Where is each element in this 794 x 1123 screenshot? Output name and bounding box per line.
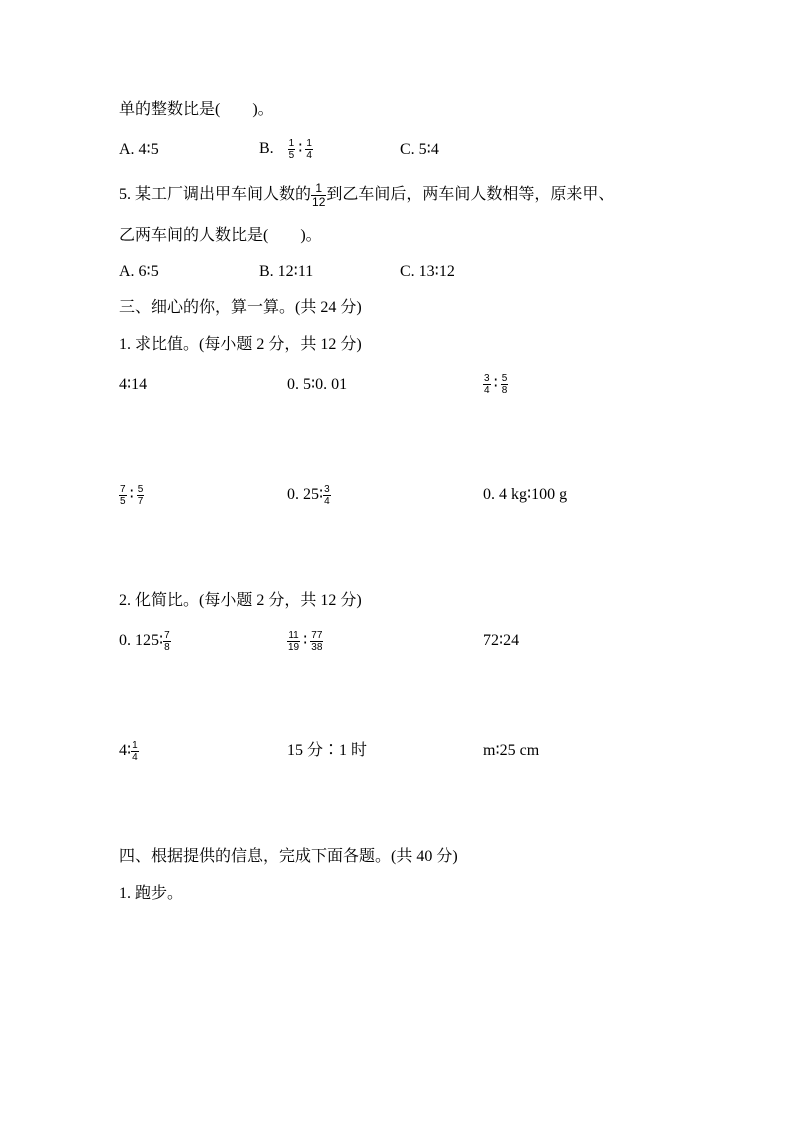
ratio-problem: 0. 25∶ $\frac{3}{4}$ <box>287 483 330 507</box>
q5-option-b: B. 12∶11 <box>259 263 314 280</box>
fraction: $\frac{3}{4}$ <box>484 372 490 396</box>
fraction: $\frac{5}{8}$ <box>501 372 508 396</box>
ratio-problem: m∶25 cm <box>483 742 540 759</box>
fraction: $\frac{1}{12}$ <box>312 180 326 209</box>
fraction: $\frac{5}{7}$ <box>137 483 144 507</box>
ratio-problem: $\frac{11}{19}$ ∶ $\frac{77}{38}$ <box>288 629 323 653</box>
ratio-problem: 0. 4 kg∶100 g <box>483 486 568 503</box>
section-4-heading: 四、根据提供的信息，完成下面各题。(共 40 分) <box>119 848 458 865</box>
ratio-problem: $\frac{7}{5}$ ∶ $\frac{5}{7}$ <box>120 483 144 507</box>
q5-option-c: C. 13∶12 <box>400 263 455 280</box>
ratio-problem: 4∶ $\frac{1}{4}$ <box>119 739 138 763</box>
section-3-part-2-heading: 2. 化简比。(每小题 2 分，共 12 分) <box>119 592 362 609</box>
fraction: $\frac{3}{4}$ <box>324 483 330 507</box>
q4-option-c: C. 5∶4 <box>400 141 439 158</box>
ratio-problem: $\frac{3}{4}$ ∶ $\frac{5}{8}$ <box>484 372 508 396</box>
q4-option-b-label: B. <box>259 140 274 157</box>
fraction: $\frac{1}{4}$ <box>306 137 312 161</box>
section-3-part-1-heading: 1. 求比值。(每小题 2 分，共 12 分) <box>119 336 362 353</box>
fraction: $\frac{7}{5}$ <box>120 483 126 507</box>
ratio-problem: 0. 125∶ $\frac{7}{8}$ <box>119 629 170 653</box>
section-4-question-1: 1. 跑步。 <box>119 885 184 902</box>
q5-stem: 5. 某工厂调出甲车间人数的 $\frac{1}{12}$ 到乙车间后，两车间人数相等，原来甲、 <box>119 180 615 209</box>
fraction: $\frac{11}{19}$ <box>288 629 300 653</box>
fraction: $\frac{77}{38}$ <box>311 629 323 653</box>
ratio-problem: 0. 5∶0. 01 <box>287 376 348 393</box>
ratio-problem: 15 分∶1 时 <box>287 742 368 759</box>
ratio-problem: 72∶24 <box>483 632 520 649</box>
q4-option-b: B. $\frac{1}{5}$ ∶ $\frac{1}{4}$ <box>259 137 312 161</box>
q5-stem-line2: 乙两车间的人数比是( )。 <box>119 227 322 244</box>
fraction: $\frac{7}{8}$ <box>164 629 170 653</box>
section-3-heading: 三、细心的你，算一算。(共 24 分) <box>119 299 362 316</box>
fraction: $\frac{1}{4}$ <box>132 739 138 763</box>
fraction: $\frac{1}{5}$ <box>288 137 295 161</box>
q4-stem-tail: 单的整数比是( )。 <box>119 101 274 118</box>
ratio-problem: 4∶14 <box>119 376 148 393</box>
q4-option-a: A. 4∶5 <box>119 141 159 158</box>
q5-option-a: A. 6∶5 <box>119 263 159 280</box>
